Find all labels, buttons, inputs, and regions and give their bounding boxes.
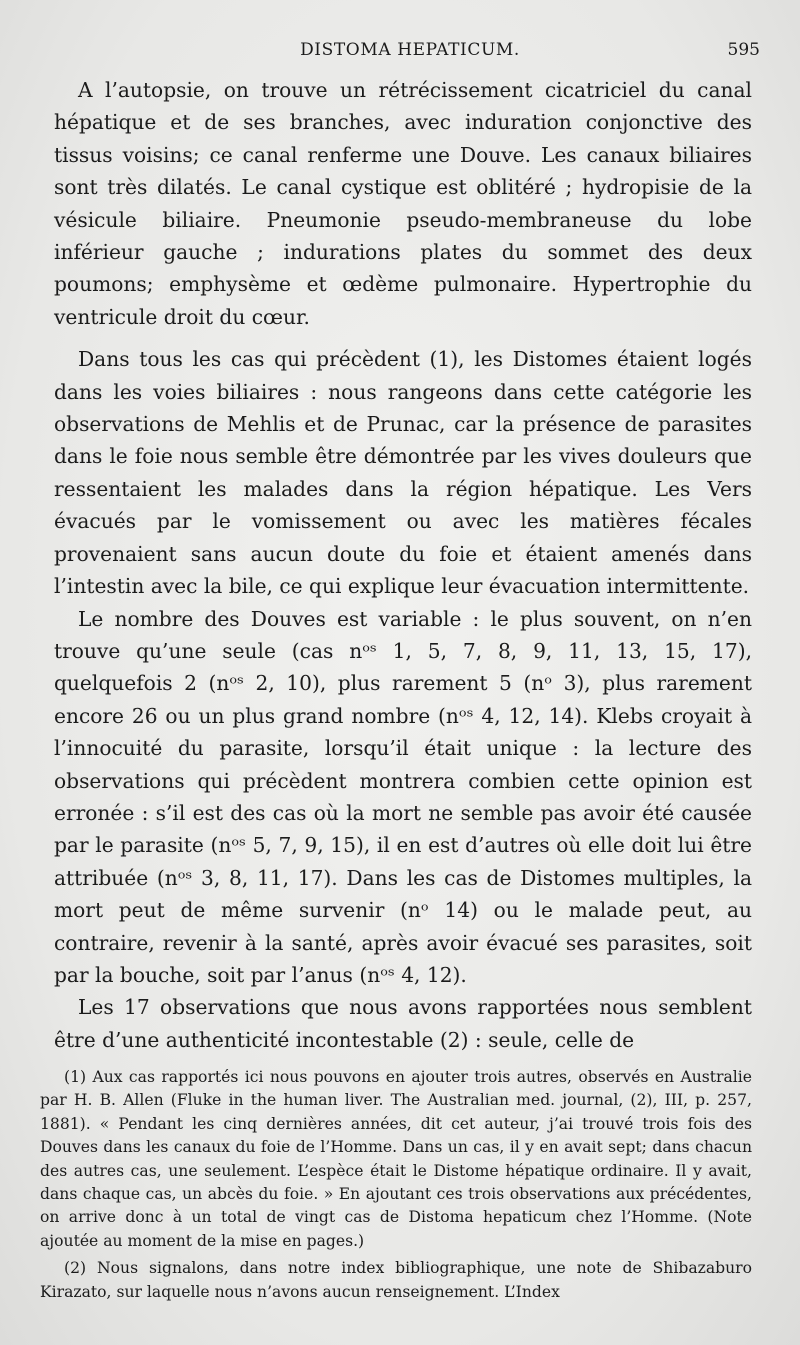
paragraph-observations: Les 17 observations que nous avons rapportées nous semblent être d’une authenticité incontestable (2) : seule, celle de bbox=[54, 995, 752, 1052]
footnote-1: (1) Aux cas rapportés ici nous pouvons en ajouter trois autres, observés en Australie par H. B. Allen (Fluke in the human liver. The Australian med. journal, (2), III, p. 257, 1881). « Pendant les cinq dernières années, dit cet auteur, j’ai trouvé trois fois des Douves dans les canaux du foie de l’Homme. Dans un cas, il y en avait sept; dans chacun des autres cas, une seulement. L’espèce était le Distome hépatique ordinaire. Il y avait, dans chaque cas, un abcès du foie. » En ajoutant ces trois observations aux précédentes, on arrive donc à un total de vingt cas de Distoma hepaticum chez l’Homme. (Note ajoutée au moment de la mise en pages.) bbox=[40, 1068, 752, 1250]
footnote-2: (2) Nous signalons, dans notre index bibliographique, une note de Shibazaburo Kirazato, sur laquelle nous n’avons aucun renseignement. L’Index bbox=[40, 1259, 752, 1301]
paragraph-number-of-flukes: Le nombre des Douves est variable : le plus souvent, on n’en trouve qu’une seule (cas nᵒˢ 1, 5, 7, 8, 9, 11, 13, 15, 17), quelquefois 2 (nᵒˢ 2, 10), plus rarement 5 (nᵒ 3), plus rarement encore 26 ou un plus grand nombre (nᵒˢ 4, 12, 14). Klebs croyait à l’innocuité du parasite, lorsqu’il était unique : la lecture des observations qui précèdent montrera combien cette opinion est erronée : s’il est des cas où la mort ne semble pas avoir été causée par le parasite (nᵒˢ 5, 7, 9, 15), il en est d’autres où elle doit lui être attribuée (nᵒˢ 3, 8, 11, 17). Dans les cas de Distomes multiples, la mort peut de même survenir (nᵒ 14) ou le malade peut, au contraire, revenir à la santé, après avoir évacué ses parasites, soit par la bouche, soit par l’anus (nᵒˢ 4, 12). bbox=[54, 606, 752, 987]
running-head bbox=[60, 40, 760, 74]
paragraph-biliary-ducts: Dans tous les cas qui précèdent (1), les Distomes étaient logés dans les voies biliaires : nous rangeons dans cette catégorie les observations de Mehlis et de Prunac, car la présence de parasites dans le foie nous semble être démontrée par les vives douleurs que ressentaient les malades dans la région hépatique. Les Vers évacués par le vomissement ou avec les matières fécales provenaient sans aucun doute du foie et étaient amenés dans l’intestin avec la bile, ce qui explique leur évacuation intermittente. bbox=[54, 347, 752, 599]
page-number: 595 bbox=[727, 40, 760, 60]
running-title: DISTOMA HEPATICUM. bbox=[300, 40, 520, 60]
paragraph-autopsy: A l’autopsie, on trouve un rétrécissement cicatriciel du canal hépatique et de ses branches, avec induration conjonctive des tissus voisins; ce canal renferme une Douve. Les canaux biliaires sont très dilatés. Le canal cystique est oblitéré ; hydropisie de la vésicule biliaire. Pneumonie pseudo-membraneuse du lobe inférieur gauche ; indurations plates du sommet des deux poumons; emphysème et œdème pulmonaire. Hypertrophie du ventricule droit du cœur. bbox=[54, 78, 752, 329]
footnotes bbox=[40, 1066, 752, 1304]
body-text bbox=[54, 74, 752, 1056]
